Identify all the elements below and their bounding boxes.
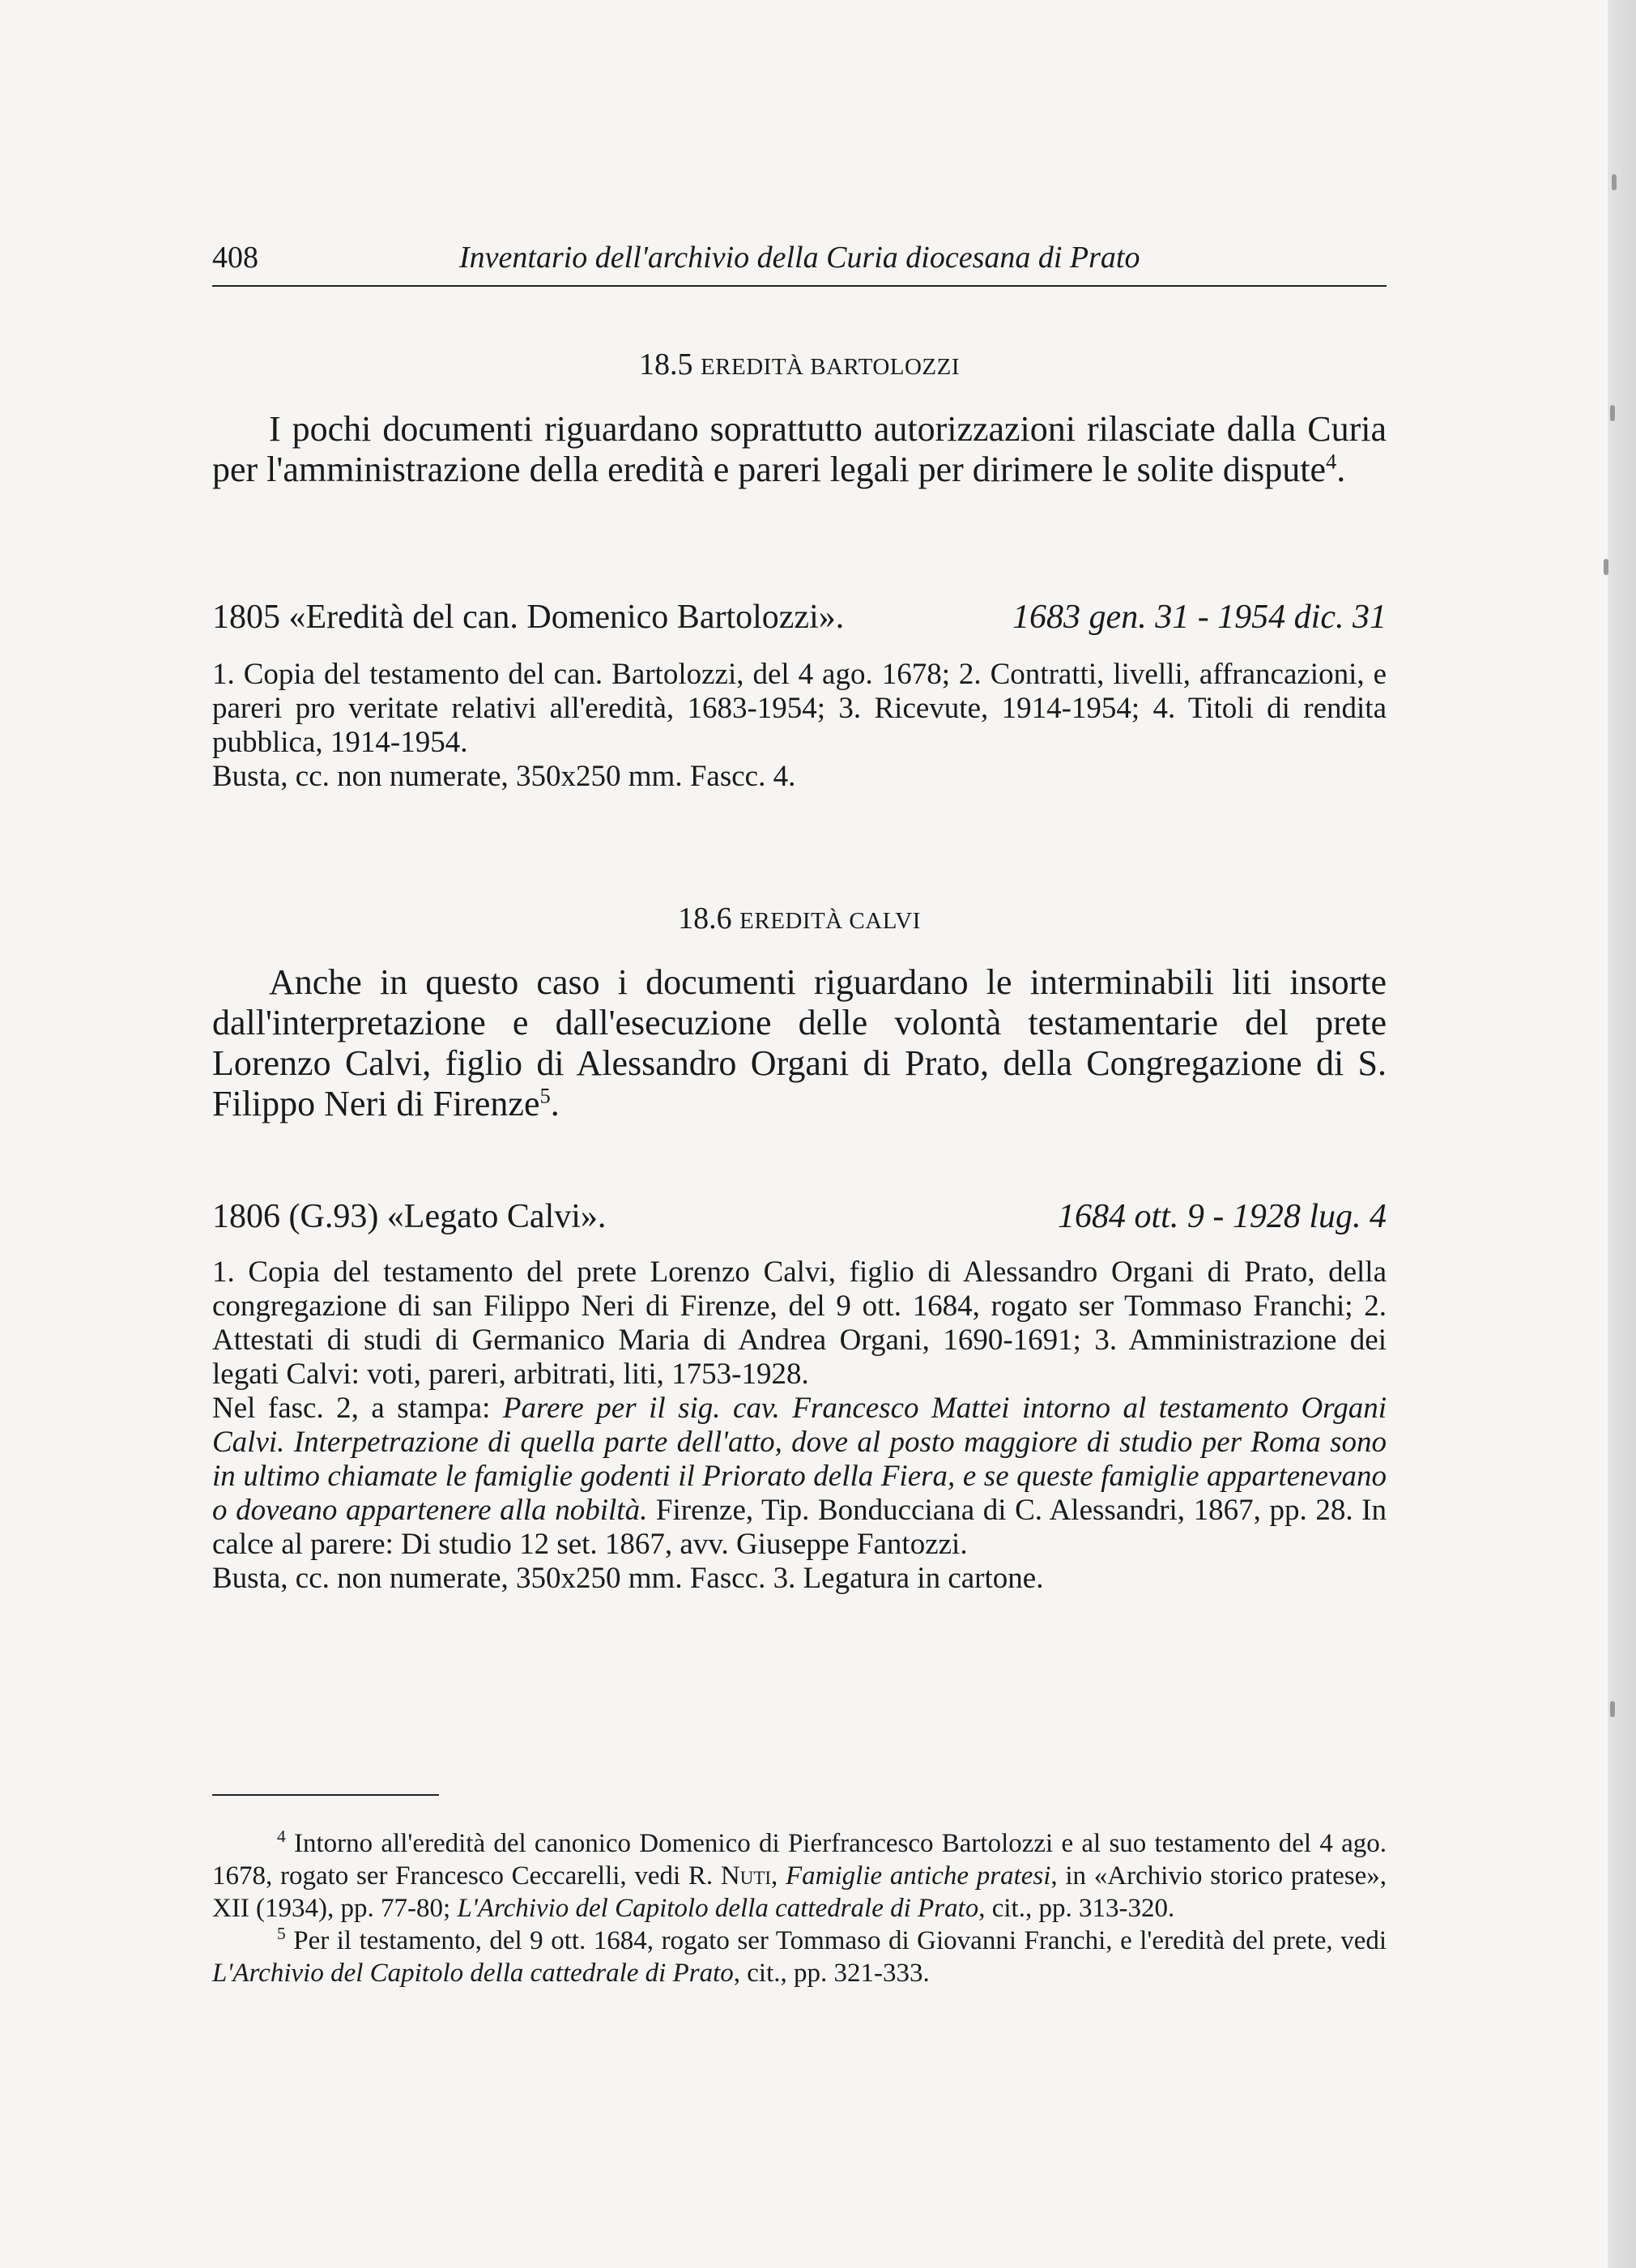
footnote-5: $^5$ Per il testamento, del 9 ott. 1684, rogato ser Tommaso di Giovanni Franchi, e l'eredità del prete, vedi L'Archivio del Capitolo della cattedrale di Prato, cit., pp. 321-333. [212,1924,1387,1988]
section-number: 18.6 [678,902,732,936]
entry-1805-header [212,598,1387,638]
entry-1806-header [212,1197,1387,1238]
entry-title: 1805 «Eredità del can. Domenico Bartolozzi». [212,599,845,636]
section-intro-18-5: I pochi documenti riguardano soprattutto autorizzazioni rilasciate dalla Curia per l'amministrazione della eredità e pareri legali per dirimere le solite dispute$^4$. [212,409,1387,489]
entry-physical: Busta, cc. non numerate, 350x250 mm. Fascc. 3. Legatura in cartone. [212,1562,1044,1595]
footnote-ref-4[interactable]: 4 [1326,449,1337,474]
binding-mark [1604,559,1608,575]
entry-description: 1. Copia del testamento del can. Bartolozzi, del 4 ago. 1678; 2. Contratti, livelli, affrancazioni, e pareri pro veritate relativi all'eredità, 1683-1954; 3. Ricevute, 1914-1954; 4. Titoli di rendita pubblica, 1914-1954. [212,658,1387,759]
footnote-number: 4 [277,1827,286,1846]
running-head [212,240,1387,287]
entry-dates: 1683 gen. 31 - 1954 dic. 31 [1012,599,1387,636]
intro-text: Anche in questo caso i documenti riguardano le interminabili liti insorte dall'interpretazione e dall'esecuzione delle volontà testamentarie del prete Lorenzo Calvi, figlio di Alessandro Organi di Prato, della Congregazione di S. Filippo Neri di Firenze [212,962,1387,1123]
binding-mark [1610,405,1615,421]
entry-1806-body [212,1256,1387,1596]
author-name: Nuti [720,1861,772,1891]
running-head-title: Inventario dell'archivio della Curia diocesana di Prato [459,241,1140,275]
footnote-ref-5[interactable]: 5 [539,1083,551,1108]
footnotes [212,1827,1387,1989]
binding-mark [1612,174,1617,190]
binding-mark [1610,1701,1615,1717]
section-title-18-6 [212,901,1387,936]
entry-1805-body [212,658,1387,794]
entry-description: 1. Copia del testamento del prete Lorenzo Calvi, figlio di Alessandro Organi di Prato, della congregazione di san Filippo Neri di Firenze, del 9 ott. 1684, rogato ser Tommaso Franchi; 2. Attestati di studi di Germanico Maria di Andrea Organi, 1690-1691; 3. Amministrazione dei legati Calvi: voti, pareri, arbitrati, liti, 1753-1928. [212,1256,1387,1391]
section-title-18-5 [212,347,1387,382]
entry-print-note: Nel fasc. 2, a stampa: Parere per il sig. cav. Francesco Mattei intorno al testamento Organi Calvi. Interpetrazione di quella parte dell'atto, dove al posto maggiore di studio per Roma sono in ultimo chiamate le famiglie godenti il Priorato della Fiera, e se queste famiglie appartenevano o doveano appartenere alla nobiltà. Firenze, Tip. Bonducciana di C. Alessandri, 1867, pp. 28. In calce al parere: Di studio 12 set. 1867, avv. Giuseppe Fantozzi. [212,1392,1387,1561]
footnote-number: 5 [277,1924,286,1943]
entry-dates: 1684 ott. 9 - 1928 lug. 4 [1058,1198,1387,1235]
intro-text: I pochi documenti riguardano soprattutto autorizzazioni rilasciate dalla Curia per l'amministrazione della eredità e pareri legali per dirimere le solite dispute [212,409,1387,489]
section-intro-18-6: Anche in questo caso i documenti riguardano le interminabili liti insorte dall'interpretazione e dall'esecuzione delle volontà testamentarie del prete Lorenzo Calvi, figlio di Alessandro Organi di Prato, della Congregazione di S. Filippo Neri di Firenze$^5$. [212,962,1387,1123]
entry-title: 1806 (G.93) «Legato Calvi». [212,1198,607,1235]
section-heading: EREDITÀ BARTOLOZZI [700,354,961,380]
page-edge [1608,0,1636,2268]
page-number: 408 [212,241,258,275]
print-title: Parere per il sig. cav. Francesco Mattei intorno al testamento Organi Calvi. Interpetrazione di quella parte dell'atto, dove al posto maggiore di studio per Roma sono in ultimo chiamate le famiglie godenti il Priorato della Fiera, e se queste famiglie appartenevano o doveano appartenere alla nobiltà. [212,1392,1387,1527]
section-number: 18.5 [638,347,693,382]
footnote-4: $^4$ Intorno all'eredità del canonico Domenico di Pierfrancesco Bartolozzi e al suo testamento del 4 ago. 1678, rogato ser Francesco Ceccarelli, vedi R. Nuti, Famiglie antiche pratesi, in «Archivio storico pratese», XII (1934), pp. 77-80; L'Archivio del Capitolo della cattedrale di Prato, cit., pp. 313-320. [212,1827,1387,1923]
footnote-rule [212,1794,439,1796]
entry-physical: Busta, cc. non numerate, 350x250 mm. Fascc. 4. [212,760,796,793]
section-heading: EREDITÀ CALVI [739,908,921,934]
